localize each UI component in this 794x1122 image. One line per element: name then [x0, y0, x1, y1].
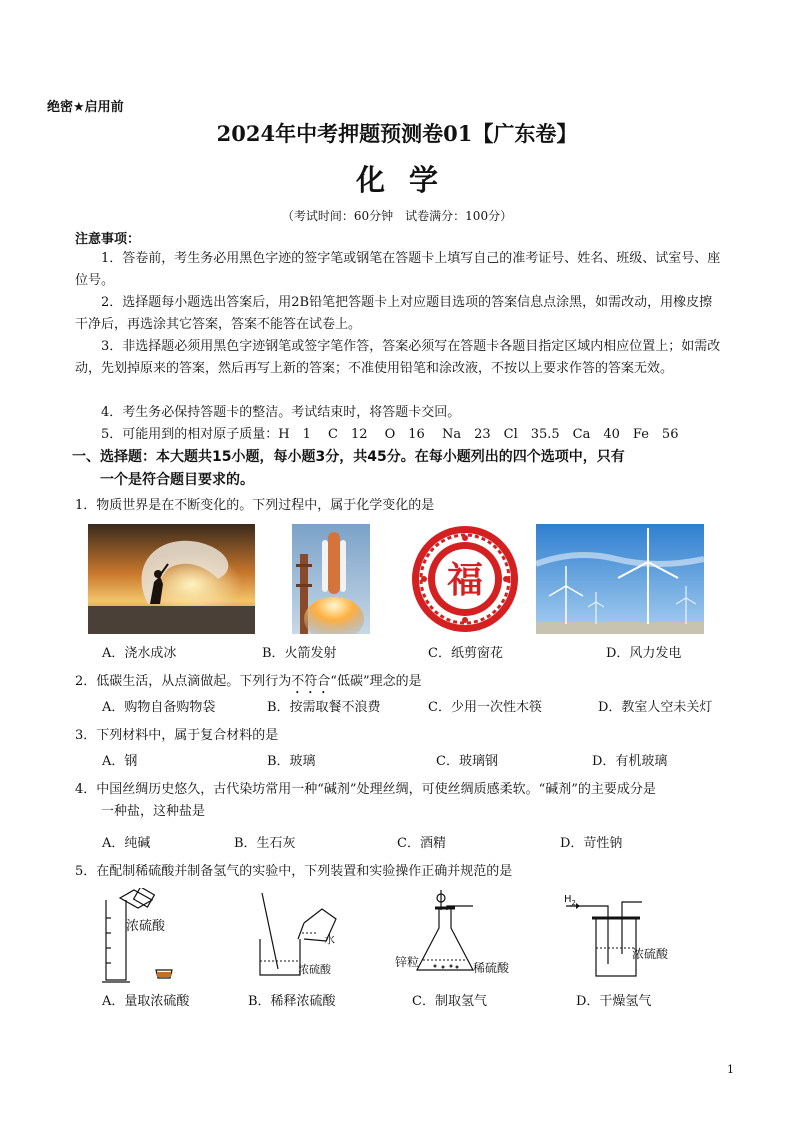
confidential-mark: 绝密★启用前	[47, 100, 124, 115]
note-item-5: 5．可能用到的相对原子质量：H 1 C 12 O 16 Na 23 Cl 35.5 Ca 40 Fe 56	[101, 427, 679, 442]
q1-option-d[interactable]: D．风力发电	[606, 646, 682, 661]
q2-stem-post: “低碳”理念的是	[330, 674, 422, 689]
section-heading-line1: 一、选择题：本大题共15小题，每小题3分，共45分。在每小题列出的四个选项中，只有	[72, 449, 625, 465]
question-3-stem: 3．下列材料中，属于复合材料的是	[75, 728, 279, 743]
exam-info: （考试时间：60分钟 试卷满分：100分）	[281, 209, 513, 223]
q3-option-b[interactable]: B．玻璃	[267, 754, 316, 769]
q2-stem-pre: 2．低碳生活，从点滴做起。下列行为	[75, 674, 292, 689]
q1-option-a[interactable]: A．浇水成冰	[102, 646, 177, 661]
diagram-generate-hydrogen	[395, 888, 515, 986]
q4-option-d[interactable]: D．苛性钠	[560, 836, 623, 851]
rocket-launch-photo	[292, 524, 370, 634]
diagram-dilute-acid	[248, 893, 348, 985]
q5-option-c[interactable]: C．制取氢气	[412, 994, 487, 1009]
q5-option-b[interactable]: B．稀释浓硫酸	[248, 994, 336, 1009]
q5-option-d[interactable]: D．干燥氢气	[576, 994, 652, 1009]
q1-option-b[interactable]: B．火箭发射	[262, 646, 337, 661]
notes-heading: 注意事项：	[75, 232, 141, 247]
diagram-d-acid-label: 浓硫酸	[632, 947, 669, 961]
diagram-measure-acid	[100, 888, 220, 986]
q2-stem-emphasis: 不符合	[291, 674, 331, 689]
q4-option-b[interactable]: B．生石灰	[234, 836, 296, 851]
subject-title: 化学	[355, 163, 462, 197]
winter-water-splash-photo	[88, 524, 255, 634]
exam-title: 2024年中考押题预测卷01【广东卷】	[216, 121, 578, 146]
diagram-c-acid-label: 稀硫酸	[473, 961, 510, 975]
fu-character: 福	[446, 560, 484, 601]
section-heading-line2: 一个是符合题目要求的。	[100, 472, 254, 488]
note-item-4: 4．考生务必保持答题卡的整洁。考试结束时，将答题卡交回。	[101, 405, 461, 420]
wind-turbines-photo	[536, 524, 704, 634]
note-item-1: 1．答卷前，考生务必用黑色字迹的签字笔或钢笔在答题卡上填写自己的准考证号、姓名、班级、试室号、座位号。	[75, 251, 721, 288]
q2-option-c[interactable]: C．少用一次性木筷	[428, 700, 542, 715]
diagram-a-acid-label: 浓硫酸	[126, 919, 166, 934]
note-item-2: 2．选择题每小题选出答案后，用2B铅笔把答题卡上对应题目选项的答案信息点涂黑，如需改动，用橡皮擦干净后，再选涂其它答案，答案不能答在试卷上。	[75, 295, 713, 332]
diagram-b-water-label: 水	[324, 933, 335, 946]
q4-option-a[interactable]: A．纯碱	[102, 836, 151, 851]
note-item-3: 3．非选择题必须用黑色字迹钢笔或签字笔作答，答案必须写在答题卡各题目指定区域内相应位置上；如需改动，先划掉原来的答案，然后再写上新的答案；不准使用铅笔和涂改液，不按以上要求作答的答案无效。	[75, 339, 721, 376]
diagram-d-gas-label: $H_2$	[564, 894, 576, 907]
q4-stem-line2: 一种盐，这种盐是	[101, 804, 206, 819]
diagram-dry-hydrogen	[560, 892, 680, 986]
section-heading	[72, 446, 732, 492]
q2-option-b[interactable]: B．按需取餐不浪费	[267, 700, 381, 715]
q2-option-a[interactable]: A．购物自备购物袋	[102, 700, 216, 715]
diagram-b-acid-label: 浓硫酸	[298, 963, 331, 976]
q3-option-a[interactable]: A．钢	[102, 754, 138, 769]
q3-option-d[interactable]: D．有机玻璃	[592, 754, 668, 769]
question-5-stem: 5．在配制稀硫酸并制备氢气的实验中，下列装置和实验操作正确并规范的是	[75, 864, 513, 879]
q5-option-a[interactable]: A．量取浓硫酸	[102, 994, 190, 1009]
q1-option-c[interactable]: C．纸剪窗花	[428, 646, 503, 661]
q2-option-d[interactable]: D．教室人空未关灯	[598, 700, 713, 715]
question-1-stem: 1．物质世界是在不断变化的。下列过程中，属于化学变化的是	[75, 498, 435, 513]
q4-option-c[interactable]: C．酒精	[397, 836, 446, 851]
q3-option-c[interactable]: C．玻璃钢	[436, 754, 498, 769]
page-number: 1	[727, 1063, 734, 1076]
paper-cut-fu-photo	[410, 524, 520, 634]
q4-stem-line1: 4．中国丝绸历史悠久，古代染坊常用一种“碱剂”处理丝绸，可使丝绸质感柔软。“碱剂”的主要成分是	[75, 782, 656, 797]
diagram-c-zinc-label: 锌粒	[395, 955, 420, 969]
question-4-stem	[75, 779, 735, 823]
question-2-stem	[75, 671, 725, 697]
